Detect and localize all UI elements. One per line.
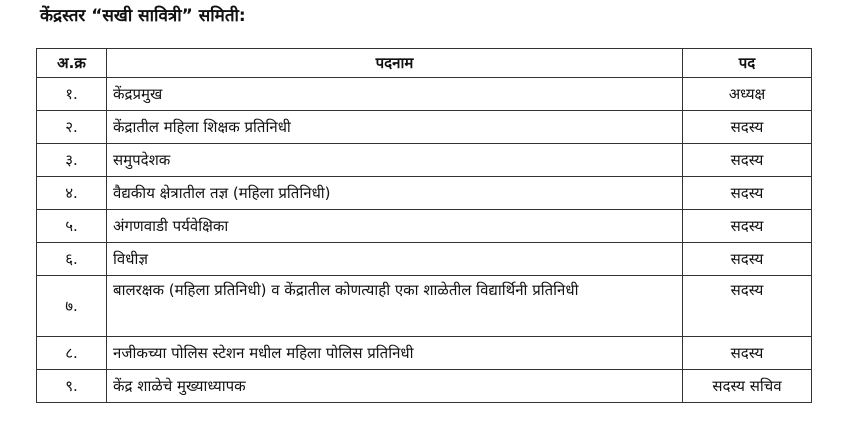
row-number: ९. xyxy=(37,370,107,403)
table-row xyxy=(37,111,812,144)
row-number: ६. xyxy=(37,243,107,276)
table-row xyxy=(37,370,812,403)
row-name: अंगणवाडी पर्यवेक्षिका xyxy=(107,210,683,243)
table-row xyxy=(37,210,812,243)
row-role: सदस्य xyxy=(683,210,812,243)
header-role: पद xyxy=(683,49,812,78)
row-name: केंद्रप्रमुख xyxy=(107,78,683,111)
table-header-row xyxy=(37,49,812,78)
table-row xyxy=(37,78,812,111)
committee-heading: केंद्रस्तर “सखी सावित्री” समिती: xyxy=(40,6,246,26)
committee-table xyxy=(36,48,812,403)
row-name: समुपदेशक xyxy=(107,144,683,177)
row-name: केंद्र शाळेचे मुख्याध्यापक xyxy=(107,370,683,403)
table-row xyxy=(37,276,812,337)
table-row xyxy=(37,177,812,210)
row-name: केंद्रातील महिला शिक्षक प्रतिनिधी xyxy=(107,111,683,144)
row-role: सदस्य xyxy=(683,243,812,276)
table-row xyxy=(37,337,812,370)
row-number: ३. xyxy=(37,144,107,177)
row-role: सदस्य xyxy=(683,337,812,370)
row-name: विधीज्ञ xyxy=(107,243,683,276)
row-name: वैद्यकीय क्षेत्रातील तज्ञ (महिला प्रतिनिधी) xyxy=(107,177,683,210)
row-role: सदस्य xyxy=(683,111,812,144)
row-role: अध्यक्ष xyxy=(683,78,812,111)
header-number: अ.क्र xyxy=(37,49,107,78)
row-role: सदस्य सचिव xyxy=(683,370,812,403)
row-role: सदस्य xyxy=(683,177,812,210)
table-row xyxy=(37,243,812,276)
row-role: सदस्य xyxy=(683,144,812,177)
row-number: १. xyxy=(37,78,107,111)
row-number: ८. xyxy=(37,337,107,370)
table-row xyxy=(37,144,812,177)
header-name: पदनाम xyxy=(107,49,683,78)
row-role: सदस्य xyxy=(683,276,812,337)
row-number: ७. xyxy=(37,276,107,337)
row-number: ५. xyxy=(37,210,107,243)
row-number: ४. xyxy=(37,177,107,210)
row-name: बालरक्षक (महिला प्रतिनिधी) व केंद्रातील कोणत्याही एका शाळेतील विद्यार्थिनी प्रतिनिधी xyxy=(107,276,683,337)
row-number: २. xyxy=(37,111,107,144)
row-name: नजीकच्या पोलिस स्टेशन मधील महिला पोलिस प्रतिनिधी xyxy=(107,337,683,370)
